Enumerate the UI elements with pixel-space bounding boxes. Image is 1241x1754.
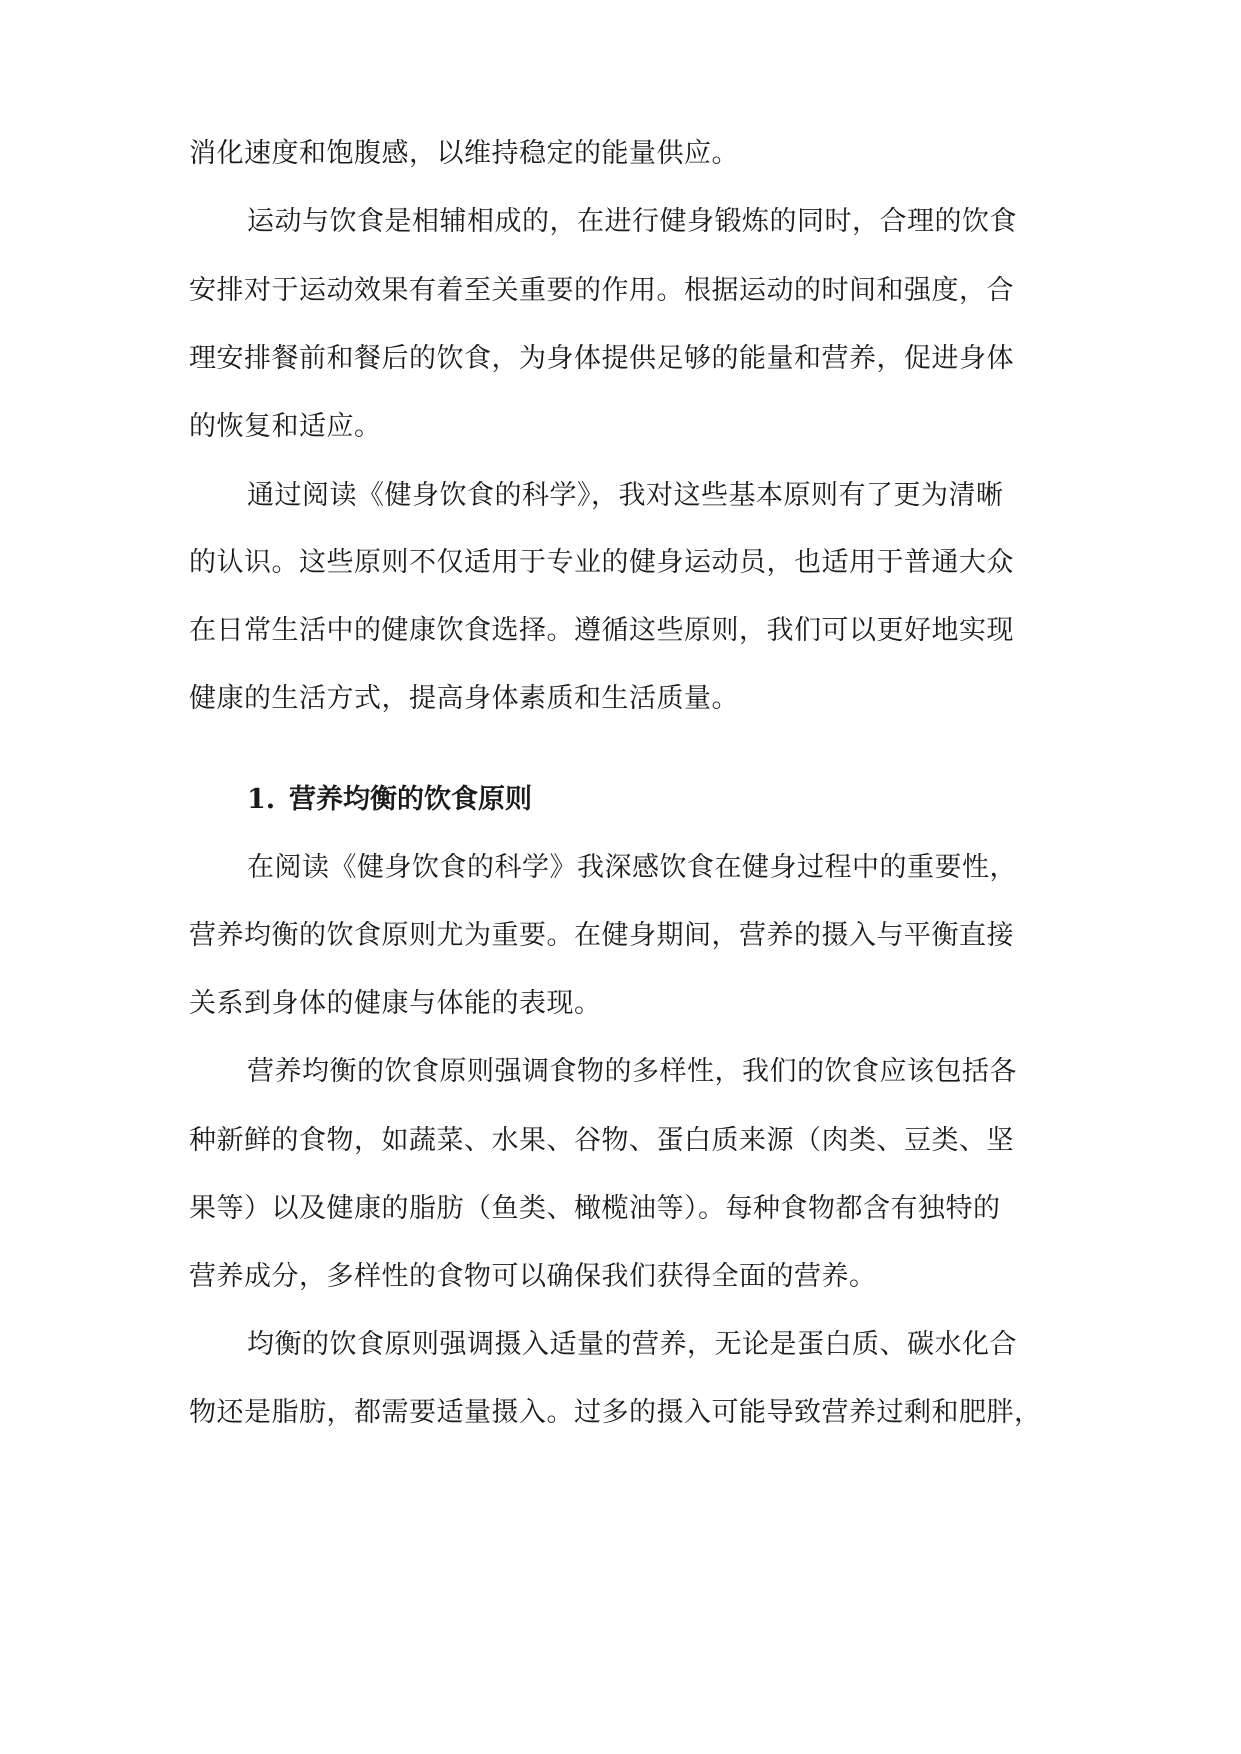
paragraph-4-line-1: 在阅读《健身饮食的科学》我深感饮食在健身过程中的重要性，: [247, 852, 1017, 883]
section-heading: [247, 778, 947, 822]
section-number: 1.: [247, 784, 276, 815]
paragraph-5-line-2: 种新鲜的食物，如蔬菜、水果、谷物、蛋白质来源（肉类、豆类、坚: [189, 1125, 1014, 1156]
paragraph-2-line-3: 理安排餐前和餐后的饮食，为身体提供足够的能量和营养，促进身体: [189, 343, 1014, 374]
paragraph-1-line-1: 消化速度和饱腹感，以维持稳定的能量供应。: [189, 138, 739, 169]
paragraph-5-line-4: 营养成分，多样性的食物可以确保我们获得全面的营养。: [189, 1261, 877, 1292]
paragraph-2-line-2: 安排对于运动效果有着至关重要的作用。根据运动的时间和强度，合: [189, 275, 1014, 306]
paragraph-2-line-1: 运动与饮食是相辅相成的，在进行健身锻炼的同时，合理的饮食: [247, 206, 1017, 237]
paragraph-6-line-1: 均衡的饮食原则强调摄入适量的营养，无论是蛋白质、碳水化合: [247, 1329, 1017, 1360]
paragraph-3-line-3: 在日常生活中的健康饮食选择。遵循这些原则，我们可以更好地实现: [189, 615, 1014, 646]
paragraph-3-line-1: 通过阅读《健身饮食的科学》，我对这些基本原则有了更为清晰: [247, 480, 1004, 511]
paragraph-5-line-3: 果等）以及健康的脂肪（鱼类、橄榄油等）。每种食物都含有独特的: [189, 1193, 1001, 1224]
section-title: 营养均衡的饮食原则: [289, 784, 532, 815]
paragraph-4-line-3: 关系到身体的健康与体能的表现。: [189, 988, 602, 1019]
paragraph-5-line-1: 营养均衡的饮食原则强调食物的多样性，我们的饮食应该包括各: [247, 1056, 1017, 1087]
paragraph-3-line-2: 的认识。这些原则不仅适用于专业的健身运动员，也适用于普通大众: [189, 547, 1014, 578]
paragraph-3-line-4: 健康的生活方式，提高身体素质和生活质量。: [189, 683, 739, 714]
paragraph-2-line-4: 的恢复和适应。: [189, 411, 382, 442]
paragraph-4-line-2: 营养均衡的饮食原则尤为重要。在健身期间，营养的摄入与平衡直接: [189, 920, 1014, 951]
paragraph-6-line-2: 物还是脂肪，都需要适量摄入。过多的摄入可能导致营养过剩和肥胖，: [189, 1397, 1042, 1428]
